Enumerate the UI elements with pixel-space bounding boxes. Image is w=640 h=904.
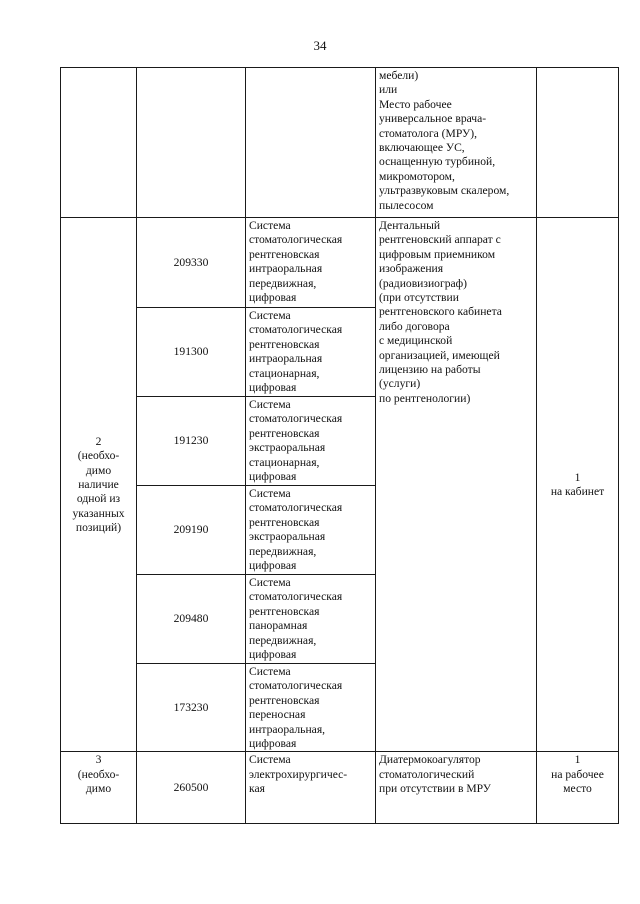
cell-number [61,68,137,218]
page-number: 34 [313,38,327,53]
table-row [61,752,619,824]
table-row [61,218,619,308]
cell-name: Система стоматологическая рентгеновская интраоральная передвижная, цифровая [246,218,376,308]
cell-name [246,68,376,218]
cell-name: Система стоматологическая рентгеновская переносная интраоральная, цифровая [246,664,376,752]
cell-code [137,68,246,218]
cell-code: 260500 [137,752,246,824]
cell-quantity [537,218,619,752]
table-row-continuation [61,68,619,218]
cell-name: Система электрохирургичес- кая [246,752,376,824]
cell-quantity [537,752,619,824]
cell-description: мебели) или Место рабочее универсальное врача- стоматолога (МРУ), включающее УС, оснащенную турбиной, микромотором, ультразвуковым скалером, пылесосом [376,68,537,218]
equipment-table [60,67,619,824]
cell-name: Система стоматологическая рентгеновская экстраоральная передвижная, цифровая [246,486,376,575]
quantity-value: 1 [574,470,581,484]
cell-description: Дентальный рентгеновский аппарат с цифровым приемником изображения (радиовизиограф) (при отсутствии рентгеновского кабинета либо договора с медицинской организацией, имеющей лицензию на работы (услуги) по рентгенологии) [376,218,537,752]
group-note: (необхо- димо наличие одной из указанных позиций) [72,449,125,535]
cell-code: 209330 [137,218,246,308]
group-number: 2 [95,434,102,448]
group-number: 3 [95,753,102,767]
cell-name: Система стоматологическая рентгеновская интраоральная стационарная, цифровая [246,308,376,397]
cell-code: 191300 [137,308,246,397]
quantity-unit: на кабинет [550,485,605,499]
cell-number [61,218,137,752]
cell-name: Система стоматологическая рентгеновская панорамная передвижная, цифровая [246,575,376,664]
quantity-value: 1 [574,753,581,767]
cell-code: 191230 [137,397,246,486]
quantity-unit: на рабочее место [551,767,604,796]
cell-number [61,752,137,824]
cell-description: Диатермокоагулятор стоматологический при отсутствии в МРУ [376,752,537,824]
cell-name: Система стоматологическая рентгеновская экстраоральная стационарная, цифровая [246,397,376,486]
cell-code: 209190 [137,486,246,575]
cell-quantity [537,68,619,218]
cell-code: 209480 [137,575,246,664]
cell-code: 173230 [137,664,246,752]
group-note: (необхо- димо [77,767,120,796]
